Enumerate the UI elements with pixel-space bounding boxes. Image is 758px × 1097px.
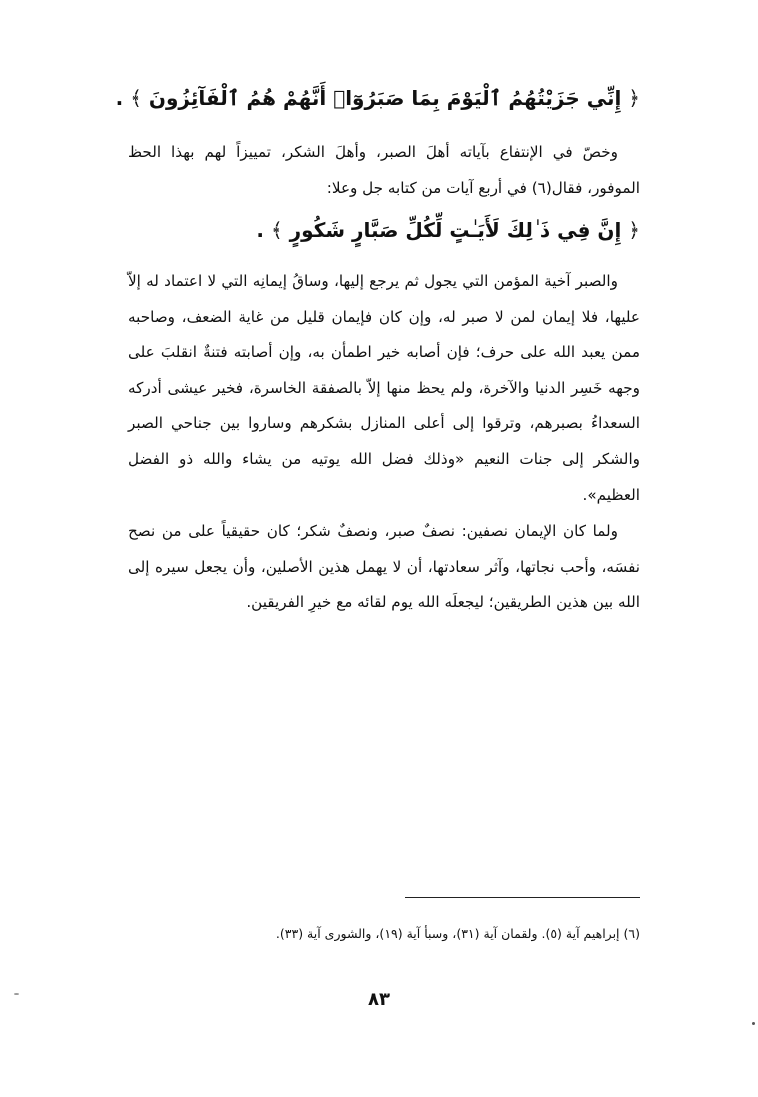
verse-text: إِنِّي جَزَيْتُهُمُ ٱلْيَوْمَ بِمَا صَبَرُوٓا۟ أَنَّهُمْ هُمُ ٱلْفَآئِزُونَ <box>148 86 622 110</box>
verse-end-mark: . <box>115 86 124 110</box>
verse-end-mark: . <box>256 218 264 242</box>
paragraph-patience <box>128 264 640 513</box>
verse-open-brace: ﴿ <box>628 86 640 110</box>
paragraph-text: ولما كان الإيمان نصفين: نصفٌ صبر، ونصفٌ شكر؛ كان حقيقياً على من نصح نفسَه، وأحب نجاتها، وآثر سعادتها، أن لا يهمل هذين الأصلين، وأن يجعل سيره إلى الله بين هذين الطريقين؛ ليجعلَه الله يوم لقائه مع خيرِ الفريقين. <box>128 522 640 612</box>
paragraph-text: وخصّ في الإنتفاع بآياته أهلَ الصبر، وأهلَ الشكر، تمييزاً لهم بهذا الحظ الموفور، فقال(٦) في أربع آيات من كتابه جل وعلا: <box>128 143 640 197</box>
verse-text: إِنَّ فِي ذَ ٰلِكَ لَأَيَـٰتٍ لِّكُلِّ صَبَّارٍ شَكُورٍ <box>289 218 622 242</box>
scan-speck <box>14 993 19 995</box>
footnote-divider <box>405 897 640 898</box>
page-number: ٨٣ <box>368 989 390 1010</box>
verse-close-brace: ﴾ <box>270 218 283 242</box>
verse-close-brace: ﴾ <box>130 86 142 110</box>
paragraph-faith-halves <box>128 514 640 621</box>
quran-verse-2 <box>128 212 640 248</box>
paragraph-intro <box>128 135 640 206</box>
verse-open-brace: ﴿ <box>628 218 640 242</box>
quran-verse-1 <box>115 80 640 116</box>
scan-speck <box>752 1022 755 1025</box>
footnote: (٦) إبراهيم آية (٥). ولقمان آية (٣١)، وسبأ آية (١٩)، والشورى آية (٣٣). <box>275 926 640 941</box>
paragraph-text: والصبر آخية المؤمن التي يجول ثم يرجع إليها، وساقُ إيمانِه التي لا اعتماد له إلاّ عليها، فلا إيمان لمن لا صبر له، وإن كان فإيمان قليل من غاية الضعف، وصاحبه ممن يعبد الله على حرف؛ فإن أصابه خير اطمأن به، وإن أصابته فتنةٌ انقلبَ على وجهه خَسِر الدنيا والآخرة، ولم يحظ منها إلاّ بالصفقة الخاسرة، فخير عيشى أدركه السعداءُ بصبرهم، وترقوا إلى أعلى المنازل بشكرهم وساروا بين جناحي الصبر والشكر إلى جنات النعيم «وذلك فضل الله يوتيه من يشاء والله ذو الفضل العظيم». <box>128 272 640 504</box>
